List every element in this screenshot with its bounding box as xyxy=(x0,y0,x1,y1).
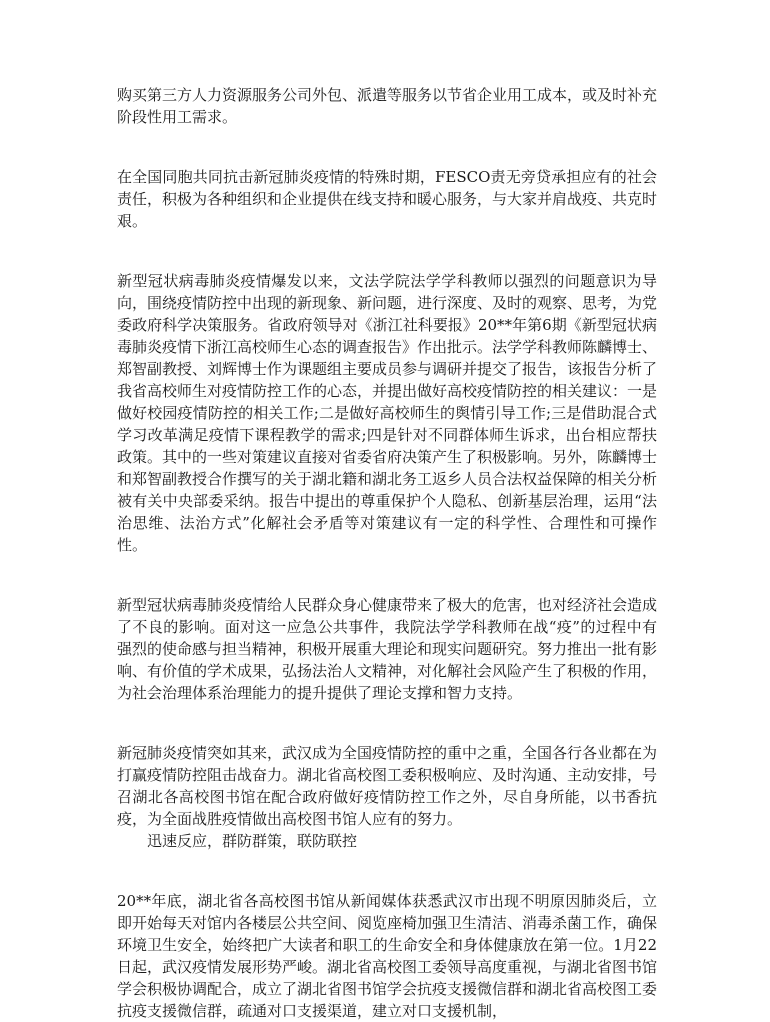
paragraph-law-impact: 新型冠状病毒肺炎疫情给人民群众身心健康带来了极大的危害，也对经济社会造成了不良的影响。面对这一应急公共事件，我院法学学科教师在战“疫”的过程中有强烈的使命感与担当精神，积极开展重大理论和现实问题研究。努力推出一批有影响、有价值的学术成果，弘扬法治人文精神，对化解社会风险产生了积极的作用，为社会治理体系治理能力的提升提供了理论支撑和智力支持。 xyxy=(117,596,658,702)
paragraph-outsourcing: 购买第三方人力资源服务公司外包、派遣等服务以节省企业用工成本，或及时补充阶段性用工需求。 xyxy=(117,86,658,126)
document-page xyxy=(117,84,657,1022)
paragraph-law-research: 新型冠状病毒肺炎疫情爆发以来，文法学院法学学科教师以强烈的问题意识为导向，围绕疫情防控中出现的新现象、新问题，进行深度、及时的观察、思考，为党委政府科学决策服务。省政府领导对《浙江社科要报》20**年第6期《新型冠状病毒肺炎疫情下浙江高校师生心态的调查报告》作出批示。法学学科教师陈麟博士、郑智副教授、刘辉博士作为课题组主要成员参与调研并提交了报告，该报告分析了我省高校师生对疫情防控工作的心态，并提出做好高校疫情防控的相关建议：一是做好校园疫情防控的相关工作;二是做好高校师生的舆情引导工作;三是借助混合式学习改革满足疫情下课程教学的需求;四是针对不同群体师生诉求，出台相应帮扶政策。其中的一些对策建议直接对省委省府决策产生了积极影响。另外，陈麟博士和郑智副教授合作撰写的关于湖北籍和湖北务工返乡人员合法权益保障的相关分析被有关中央部委采纳。报告中提出的尊重保护个人隐私、创新基层治理，运用“法治思维、法治方式”化解社会矛盾等对策建议有一定的科学性、合理性和可操作性。 xyxy=(117,272,658,554)
paragraph-hubei-libraries: 新冠肺炎疫情突如其来，武汉成为全国疫情防控的重中之重，全国各行各业都在为打赢疫情防控阻击战奋力。湖北省高校图工委积极响应、及时沟通、主动安排，号召湖北各高校图书馆在配合政府做好疫情防控工作之外，尽自身所能，以书香抗疫，为全面战胜疫情做出高校图书馆人应有的努力。 xyxy=(117,744,658,828)
section-heading: 迅速反应，群防群策，联防联控 xyxy=(147,832,358,850)
paragraph-fesco: 在全国同胞共同抗击新冠肺炎疫情的特殊时期，FESCO责无旁贷承担应有的社会责任，积极为各种组织和企业提供在线支持和暖心服务，与大家并肩战疫、共克时艰。 xyxy=(117,168,658,230)
paragraph-library-response: 20**年底，湖北省各高校图书馆从新闻媒体获悉武汉市出现不明原因肺炎后，立即开始每天对馆内各楼层公共空间、阅览座椅加强卫生清洁、消毒杀菌工作，确保环境卫生安全，始终把广大读者和职工的生命安全和身体健康放在第一位。1月22日起，武汉疫情发展形势严峻。湖北省高校图工委领导高度重视，与湖北省图书馆学会积极协调配合，成立了湖北省图书馆学会抗疫支援微信群和湖北省高校图工委抗疫支援微信群，疏通对口支援渠道，建立对口支援机制， xyxy=(117,892,658,1020)
